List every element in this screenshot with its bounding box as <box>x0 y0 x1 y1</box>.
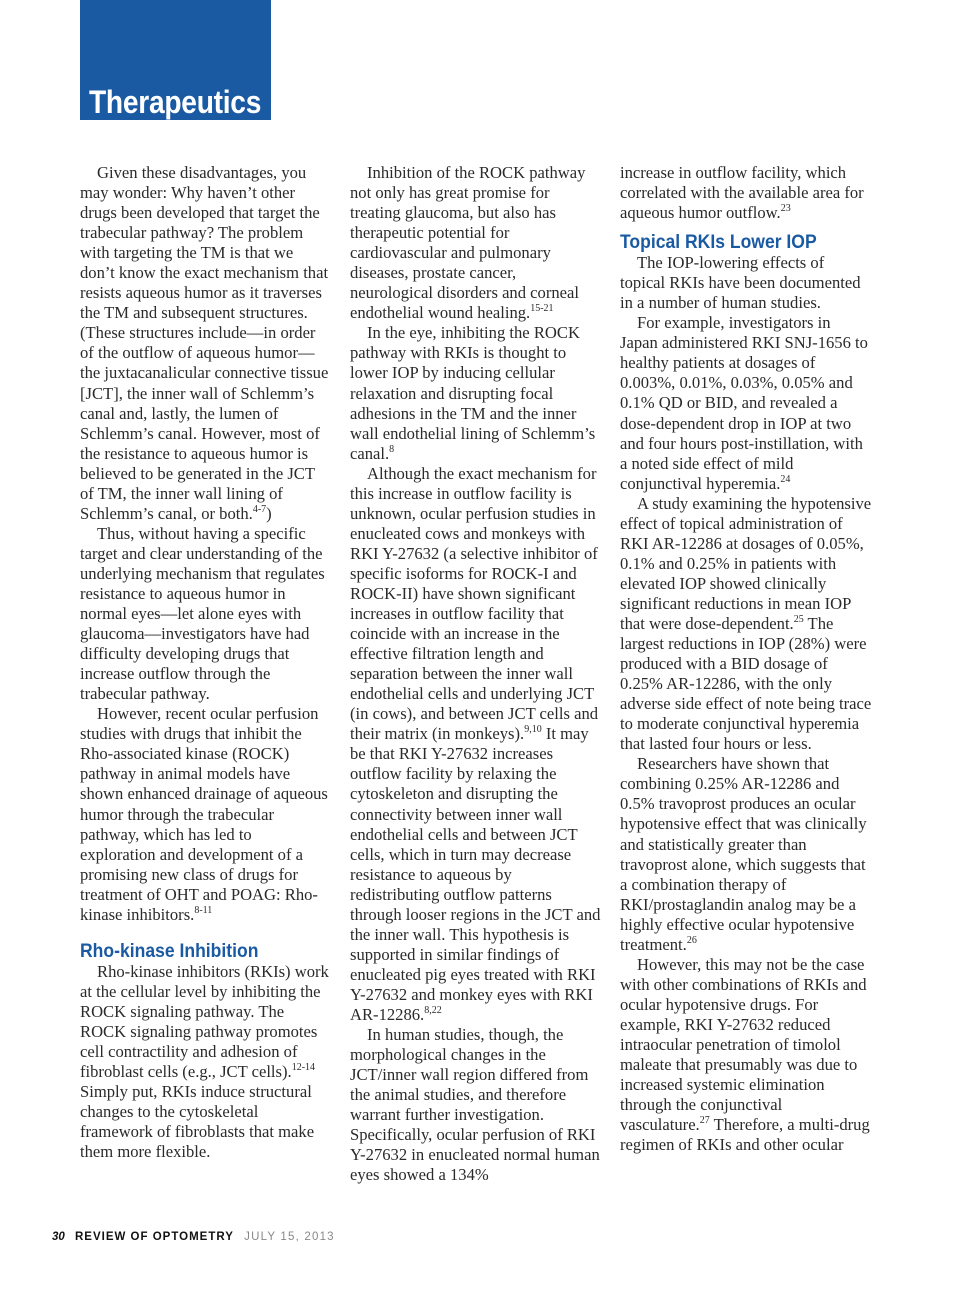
text-column-2 <box>350 163 602 1185</box>
subheading-topical-rkis: Topical RKIs Lower IOP <box>620 231 817 254</box>
issue-date: JULY 15, 2013 <box>244 1231 335 1243</box>
reference-marker: 26 <box>686 934 697 946</box>
text-column-1 <box>80 163 330 1162</box>
subheading-rho-kinase-inhibition: Rho-kinase Inhibition <box>80 939 259 962</box>
reference-marker: 23 <box>780 203 791 215</box>
paragraph: Researchers have shown that combining 0.25% AR-12286 and 0.5% travoprost produces an ocular hypotensive effect that was clinically and statistically greater than travoprost alone, which suggests that a combination therapy of RKI/prostaglandin analog may be a highly effective ocular hypotensive treatment.$^{26}$ <box>620 754 867 954</box>
reference-marker: 15-21 <box>530 303 554 315</box>
reference-marker: 24 <box>780 473 791 485</box>
page-footer <box>52 1231 335 1243</box>
magazine-name: REVIEW OF OPTOMETRY <box>75 1231 234 1243</box>
text-column-3 <box>620 163 872 1155</box>
reference-marker: 8 <box>389 443 395 455</box>
paragraph: In human studies, though, the morphological changes in the JCT/inner wall region differed from the animal studies, and therefore warrant further investigation. Specifically, ocular perfusion of RKI Y-27632 in enucleated normal human eyes showed a 134% <box>350 1025 600 1185</box>
reference-marker: 27 <box>699 1115 710 1127</box>
paragraph: For example, investigators in Japan administered RKI SNJ-1656 to healthy patients at dosages of 0.003%, 0.01%, 0.03%, 0.05% and 0.1% QD or BID, and revealed a dose-dependent drop in IOP at two and four hours post-instillation, with a noted side effect of mild conjunctival hyperemia.$^{24}$ <box>620 313 868 493</box>
paragraph: Given these disadvantages, you may wonder: Why haven’t other drugs been developed that target the trabecular pathway? The problem with targeting the TM is that we don’t know the exact mechanism that resists aqueous humor as it traverses the TM and subsequent structures. (These structures include—in order of the outflow of aqueous humor—the juxtacanalicular connective tissue [JCT], the inner wall of Schlemm’s canal and, lastly, the lumen of Schlemm’s canal. However, most of the resistance to aqueous humor is believed to be generated in the JCT of TM, the inner wall lining of Schlemm’s canal, or both.$^{4-7}$) <box>80 163 329 523</box>
paragraph: However, recent ocular perfusion studies with drugs that inhibit the Rho-associated kinase (ROCK) pathway in animal models have shown enhanced drainage of aqueous humor through the trabecular pathway, which has led to exploration and development of a promising new class of drugs for treatment of OHT and POAG: Rho-kinase inhibitors.$^{8-11}$ <box>80 704 328 924</box>
reference-marker: 9,10 <box>524 724 542 736</box>
section-header <box>80 0 271 120</box>
paragraph: In the eye, inhibiting the ROCK pathway with RKIs is thought to lower IOP by inducing cellular relaxation and disrupting focal adhesions in the TM and the inner wall endothelial lining of Schlemm’s canal.$^8$ <box>350 323 596 463</box>
reference-marker: 8-11 <box>194 904 213 916</box>
reference-marker: 8,22 <box>424 1004 442 1016</box>
paragraph: A study examining the hypotensive effect of topical administration of RKI AR-12286 at dosages of 0.05%, 0.1% and 0.25% in patients with elevated IOP showed clinically significant reductions in mean IOP that were dose-dependent.$^{25}$ The largest reductions in IOP (28%) were produced with a BID dosage of 0.25% AR-12286, with the only adverse side effect of note being trace to moderate conjunctival hyperemia that lasted four hours or less. <box>620 493 872 754</box>
section-title: Therapeutics <box>89 84 262 120</box>
paragraph: Thus, without having a specific target and clear understanding of the underlying mechanism that regulates resistance to aqueous humor in normal eyes—let alone eyes with glaucoma—investigators have had difficulty developing drugs that increase outflow through the trabecular pathway. <box>80 523 325 704</box>
paragraph: increase in outflow facility, which correlated with the available area for aqueous humor outflow.$^{23}$ <box>620 163 864 223</box>
paragraph: Inhibition of the ROCK pathway not only has great promise for treating glaucoma, but also has therapeutic potential for cardiovascular and pulmonary diseases, prostate cancer, neurological disorders and corneal endothelial wound healing.$^{15-21}$ <box>350 163 586 323</box>
reference-marker: 12-14 <box>291 1062 316 1074</box>
page-number: 30 <box>52 1231 65 1243</box>
paragraph: Although the exact mechanism for this increase in outflow facility is unknown, ocular perfusion studies in enucleated cows and monkeys with RKI Y-27632 (a selective inhibitor of specific isoforms for ROCK-I and ROCK-II) have shown significant increases in outflow facility that coincide with an increase in the effective filtration length and separation between the inner wall endothelial cells and underlying JCT (in cows), and between JCT cells and their matrix (in monkeys).$^{9,10}$ It may be that RKI Y-27632 increases outflow facility by relaxing the cytoskeleton and disrupting the connectivity between inner wall endothelial cells and between JCT cells, which in turn may decrease resistance to aqueous by redistributing outflow patterns through looser regions in the JCT and the inner wall. This hypothesis is supported in similar findings of enucleated pig eyes treated with RKI Y-27632 and monkey eyes with RKI AR-12286.$^{8,22}$ <box>350 463 601 1024</box>
reference-marker: 25 <box>793 613 804 625</box>
paragraph: Rho-kinase inhibitors (RKIs) work at the cellular level by inhibiting the ROCK signaling pathway. The ROCK signaling pathway promotes cell contractility and adhesion of fibroblast cells (e.g., JCT cells).$^{12-14}$ Simply put, RKIs induce structural changes to the cytoskeletal framework of fibroblasts that make them more flexible. <box>80 961 329 1162</box>
paragraph: However, this may not be the case with other combinations of RKIs and ocular hypotensive drugs. For example, RKI Y-27632 reduced intraocular penetration of timolol maleate that presumably was due to increased systemic elimination through the conjunctival vasculature.$^{27}$ Therefore, a multi-drug regimen of RKIs and other ocular <box>620 954 870 1155</box>
paragraph: The IOP-lowering effects of topical RKIs have been documented in a number of human studies. <box>620 253 861 313</box>
reference-marker: 4-7 <box>252 503 267 515</box>
